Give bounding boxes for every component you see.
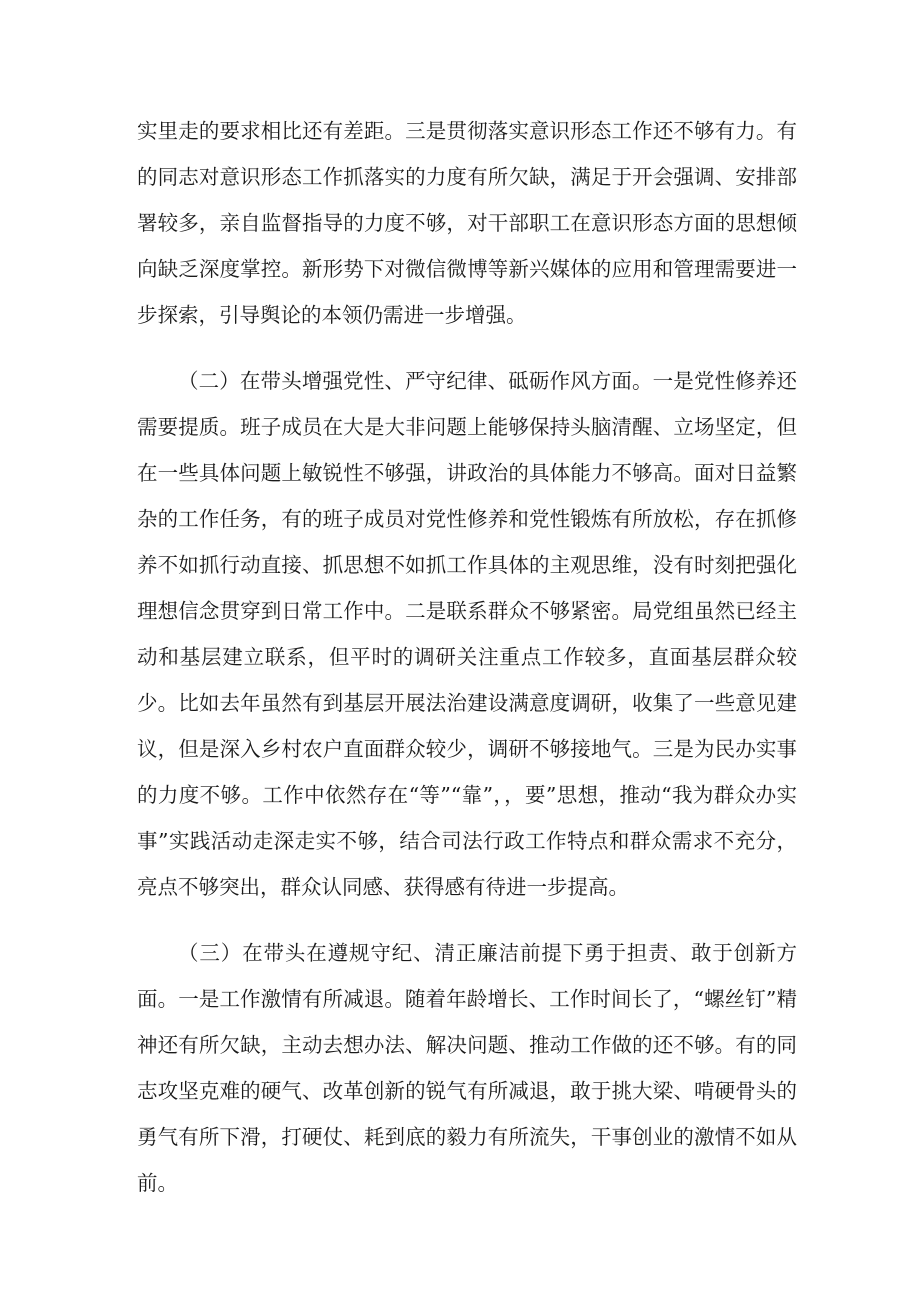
document-body (137, 108, 797, 1226)
paragraph-section-two: （二）在带头增强党性、严守纪律、砥砺作风方面。一是党性修养还需要提质。班子成员在大是大非问题上能够保持头脑清醒、立场坚定，但在一些具体问题上敏锐性不够强，讲政治的具体能力不够高。面对日益繁杂的工作任务，有的班子成员对党性修养和党性锻炼有所放松，存在抓修养不如抓行动直接、抓思想不如抓工作具体的主观思维，没有时刻把强化理想信念贯穿到日常工作中。二是联系群众不够紧密。局党组虽然已经主动和基层建立联系，但平时的调研关注重点工作较多，直面基层群众较少。比如去年虽然有到基层开展法治建设满意度调研，收集了一些意见建议，但是深入乡村农户直面群众较少，调研不够接地气。三是为民办实事的力度不够。工作中依然存在“等”“靠”，，要”思想，推动“我为群众办实事”实践活动走深走实不够，结合司法行政工作特点和群众需求不充分，亮点不够突出，群众认同感、获得感有待进一步提高。 (137, 369, 797, 899)
paragraph-section-three: （三）在带头在遵规守纪、清正廉洁前提下勇于担责、敢于创新方面。一是工作激情有所减退。随着年龄增长、工作时间长了，“螺丝钉”精神还有所欠缺，主动去想办法、解决问题、推动工作做的还不够。有的同志攻坚克难的硬气、改革创新的锐气有所减退，敢于挑大梁、啃硬骨头的勇气有所下滑，打硬仗、耗到底的毅力有所流失，干事创业的激情不如从前。 (137, 941, 797, 1195)
paragraph-continued: 实里走的要求相比还有差距。三是贯彻落实意识形态工作还不够有力。有的同志对意识形态工作抓落实的力度有所欠缺，满足于开会强调、安排部署较多，亲自监督指导的力度不够，对干部职工在意识形态方面的思想倾向缺乏深度掌控。新形势下对微信微博等新兴媒体的应用和管理需要进一步探索，引导舆论的本领仍需进一步增强。 (137, 119, 797, 327)
